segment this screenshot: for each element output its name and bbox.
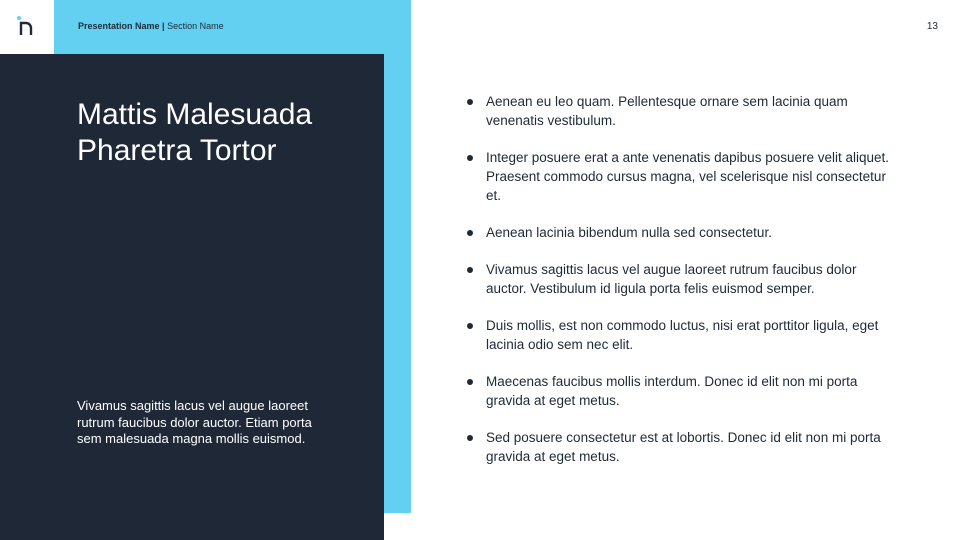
list-item: [466, 372, 896, 410]
bullet-text: Maecenas faucibus mollis interdum. Donec id elit non mi porta gravida at eget metus.: [486, 374, 858, 408]
bullet-icon: [467, 323, 473, 329]
list-item: [466, 260, 896, 298]
list-item: [466, 148, 896, 205]
bullet-icon: [467, 435, 473, 441]
bullet-icon: [467, 267, 473, 273]
bullet-text: Vivamus sagittis lacus vel augue laoreet rutrum faucibus dolor auctor. Vestibulum id ligula porta felis euismod semper.: [486, 262, 857, 296]
bullet-text: Aenean lacinia bibendum nulla sed consectetur.: [486, 225, 772, 240]
title-line-1: Mattis Malesuada: [77, 98, 313, 131]
page-title: [77, 97, 367, 169]
bullet-icon: [467, 155, 473, 161]
breadcrumb-separator: |: [162, 21, 165, 31]
subtitle: Vivamus sagittis lacus vel augue laoreet rutrum faucibus dolor auctor. Etiam porta sem malesuada magna mollis euismod.: [77, 398, 312, 446]
n-logo-icon: [16, 15, 36, 37]
presentation-name: Presentation Name: [78, 21, 160, 31]
breadcrumb: [78, 21, 224, 31]
list-item: [466, 223, 896, 242]
page-number: 13: [926, 21, 938, 32]
title-line-2: Pharetra Tortor: [77, 134, 277, 167]
bullet-icon: [467, 230, 473, 236]
bullet-text: Sed posuere consectetur est at lobortis. Donec id elit non mi porta gravida at eget metus.: [486, 430, 881, 464]
bullet-text: Aenean eu leo quam. Pellentesque ornare sem lacinia quam venenatis vestibulum.: [486, 94, 848, 128]
bullet-text: Duis mollis, est non commodo luctus, nisi erat porttitor ligula, eget lacinia odio sem nec elit.: [486, 318, 879, 352]
list-item: [466, 316, 896, 354]
list-item: [466, 428, 896, 466]
bullet-text: Integer posuere erat a ante venenatis dapibus posuere velit aliquet. Praesent commodo cursus magna, vel scelerisque nisl consectetur et.: [486, 150, 890, 203]
bullet-icon: [467, 99, 473, 105]
bullet-icon: [467, 379, 473, 385]
section-name: Section Name: [167, 21, 224, 31]
bullet-list: [466, 92, 896, 484]
logo: [0, 0, 54, 54]
list-item: [466, 92, 896, 130]
